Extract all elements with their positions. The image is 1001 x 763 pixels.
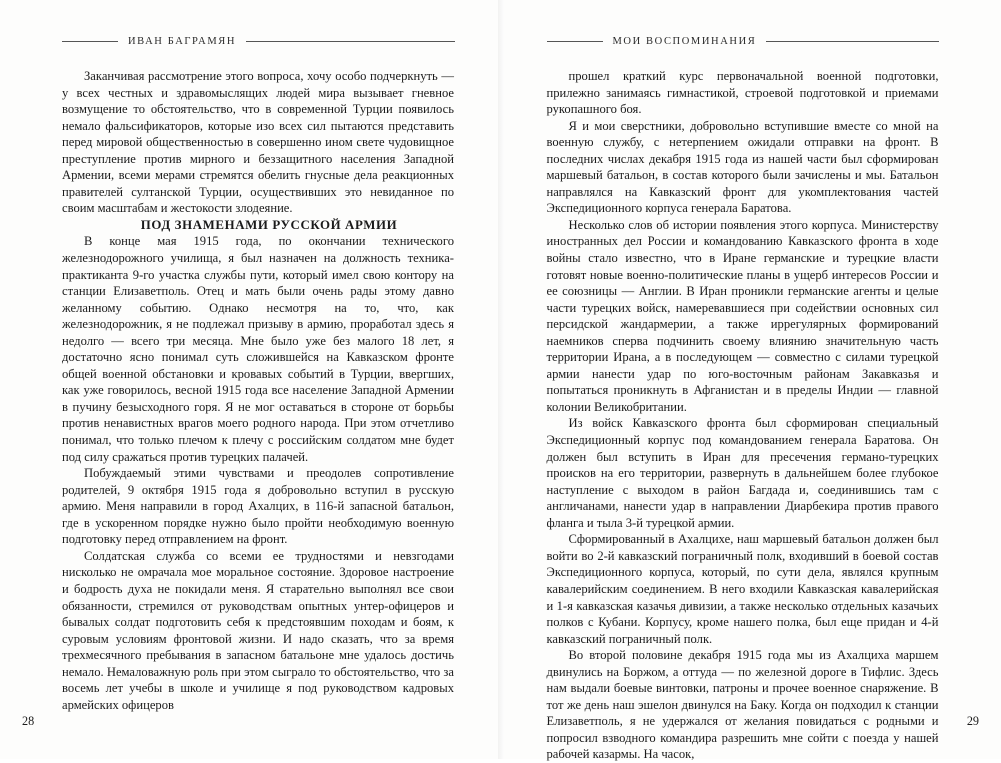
right-page bbox=[501, 0, 1001, 759]
running-head-rule-left bbox=[62, 41, 118, 42]
paragraph: Заканчивая рассмотрение этого вопроса, хочу особо подчеркнуть — у всех честных и здравомыслящих людей мира вызывает гневное возмущение то обстоятельство, что в современной Турции появилось немало фальсификаторов, которые изо всех сил пытаются представить перед мировой общественностью в совершенно ином свете чудовищное преступление против мирного и беззащитного населения Западной Армении, всеми мерами стремятся обелить гнусные дела реакционных правителей султанской Турции, осуществивших это невиданное по своим масштабам и жестокости злодеяние. bbox=[62, 68, 454, 217]
paragraph: Несколько слов об истории появления этого корпуса. Министерству иностранных дел России и командованию Кавказского фронта в ходе войны стало известно, что в Иране германские и турецкие власти готовят новые военно-политические планы в ущерб интересов России и ее союзницы — Англии. В Иран проникли германские агенты и целые части турецких войск, намеревавшиеся при содействии основных сил персидской жандармерии, а также иррегулярных формирований наемников сперва подчинить своему влиянию значительную часть территории Ирана, а в последующем — совместно с силами турецкой армии нанести удар по юго-восточным районам Закавказья и попытаться проникнуть в Афганистан и в пределы Индии — главной колонии Великобритании. bbox=[547, 217, 939, 416]
paragraph: Из войск Кавказского фронта был сформирован специальный Экспедиционный корпус под командованием генерала Баратова. Он должен был вступить в Иран для пресечения германо-турецких происков на его территории, развернуть в дальнейшем более глубокое наступление с выходом в район Багдада и, соединившись там с англичанами, нанести удар в направлении Диарбекира против правого фланга и тыла 3-й турецкой армии. bbox=[547, 415, 939, 531]
author-name: ИВАН БАГРАМЯН bbox=[128, 36, 236, 47]
section-heading: ПОД ЗНАМЕНАМИ РУССКОЙ АРМИИ bbox=[62, 217, 454, 234]
paragraph: В конце мая 1915 года, по окончании технического железнодорожного училища, я был назначен на должность техника-практиканта 9-го участка службы пути, который имел свою контору на станции Елизаветполь. Отец и мать были очень рады этому давно желанному событию. Однако несмотря на то, что, как железнодорожник, я не подлежал призыву в армию, проработал здесь я недолго — всего три месяца. Мне было уже без малого 18 лет, я достаточно ясно понимал суть сложившейся на Кавказском фронте общей военной обстановки и кровавых событий в Турции, ввергших, как уже говорилось, весной 1915 года все население Западной Армении в пучину безысходного горя. Я не мог оставаться в стороне от борьбы против ненавистных врагов моего родного народа. При этом отчетливо понимал, что только плечом к плечу с российским солдатом мне будет под силу сражаться против турецких палачей. bbox=[62, 233, 454, 465]
paragraph: Солдатская служба со всеми ее трудностями и невзгодами нисколько не омрачала мое моральное состояние. Здоровое настроение и бодрость духа не покидали меня. Я старательно выполнял все свои обязанности, стремился от руководствам опытных унтер-офицеров и бывалых солдат подготовить себя к предстоявшим походам и боям, к суровым условиям фронтовой жизни. И надо сказать, что за время трехмесячного пребывания в запасном батальоне мне удалось достичь немало. Немаловажную роль при этом сыграло то обстоятельство, что за восемь лет учебы в школе и училище я под руководством кадровых армейских офицеров bbox=[62, 548, 454, 713]
left-text-column bbox=[62, 68, 454, 713]
book-title: МОИ ВОСПОМИНАНИЯ bbox=[613, 36, 757, 47]
right-running-head bbox=[547, 30, 940, 52]
running-head-rule-right bbox=[246, 41, 454, 42]
page-number-left: 28 bbox=[22, 714, 34, 729]
paragraph: прошел краткий курс первоначальной военной подготовки, прилежно занимаясь гимнастикой, строевой подготовкой и приемами рукопашного боя. bbox=[547, 68, 939, 118]
paragraph: Во второй половине декабря 1915 года мы из Ахалциха маршем двинулись на Боржом, а оттуда — по железной дороге в Тифлис. Здесь нам выдали боевые винтовки, патроны и прочее военное снаряжение. В тот же день наш эшелон двинулся на Баку. Когда он подходил к станции Елизаветполь, я не удержался от желания повидаться с родными и попросил взводного командира разрешить мне сойти с поезда у нашей рабочей казармы. На часок, bbox=[547, 647, 939, 763]
left-running-head bbox=[62, 30, 455, 52]
running-head-rule-right bbox=[766, 41, 939, 42]
running-head-rule-left bbox=[547, 41, 603, 42]
paragraph: Побуждаемый этими чувствами и преодолев сопротивление родителей, 9 октября 1915 года я добровольно вступил в русскую армию. Меня направили в город Ахалцих, в 116-й запасной батальон, где в ускоренном порядке нужно было пройти необходимую военную подготовку перед отправлением на фронт. bbox=[62, 465, 454, 548]
page-number-right: 29 bbox=[967, 714, 979, 729]
right-text-column bbox=[547, 68, 939, 763]
left-page bbox=[0, 0, 501, 759]
paragraph: Сформированный в Ахалцихе, наш маршевый батальон должен был войти во 2-й кавказский пограничный полк, входивший в боевой состав Экспедиционного корпуса, который, по сути дела, являлся крупным кавалерийским соединением. В него входили Кавказская кавалерийская и 1-я кавказская казачья дивизии, а также несколько отдельных казачьих полков с Кубани. Корпусу, кроме нашего полка, был еще придан и 4-й кавказский пограничный полк. bbox=[547, 531, 939, 647]
paragraph: Я и мои сверстники, добровольно вступившие вместе со мной на военную службу, с нетерпением ожидали отправки на фронт. В последних числах декабря 1915 года из нашей части был сформирован маршевый батальон, в состав которого были зачислены и мы. Батальон направлялся на Кавказский фронт для укомплектования частей Экспедиционного корпуса генерала Баратова. bbox=[547, 118, 939, 217]
